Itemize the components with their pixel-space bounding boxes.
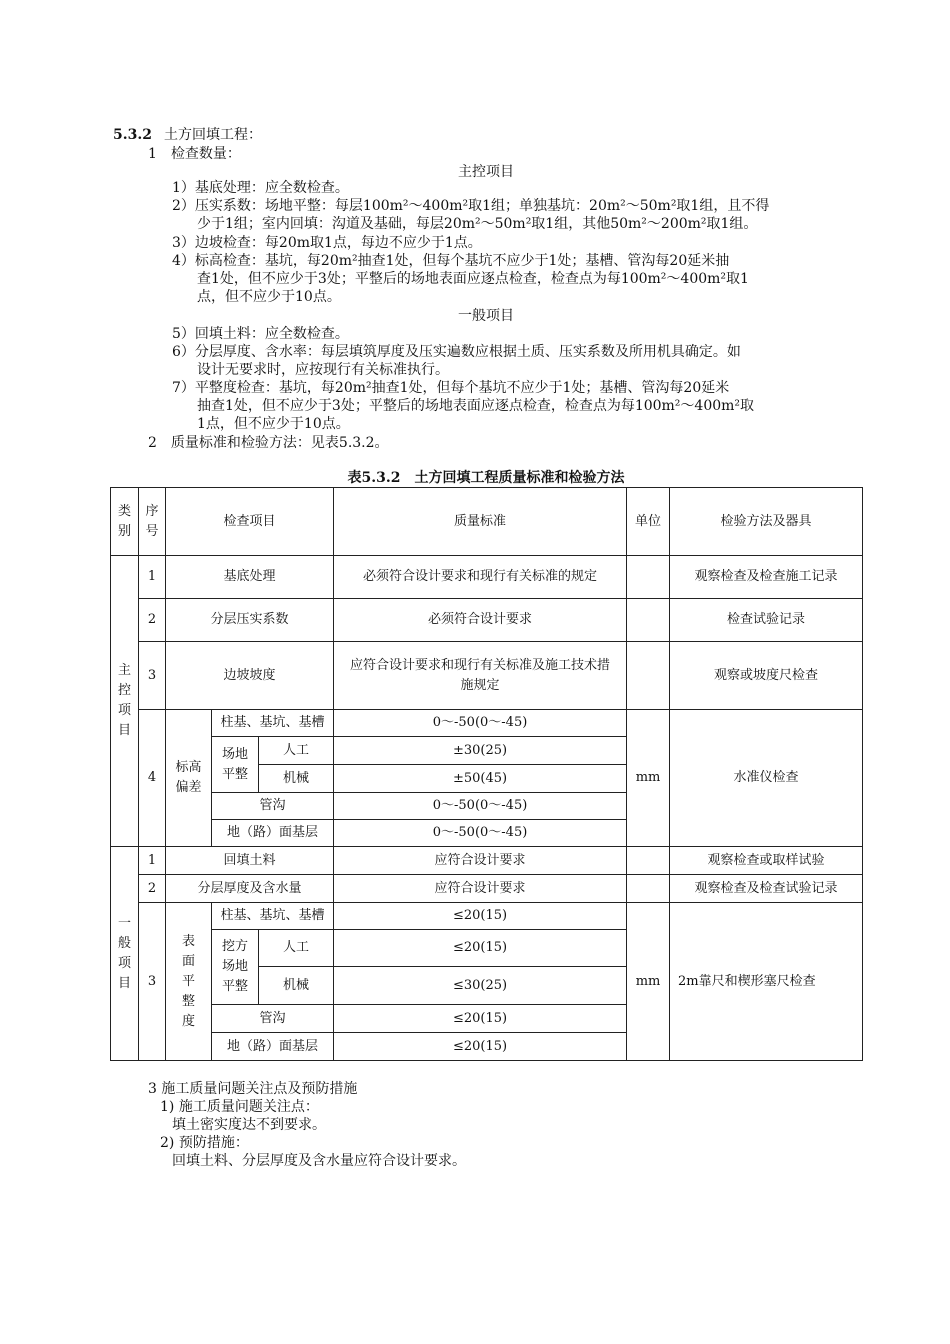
main-item-1: 1）基底处理：应全数检查。 — [172, 180, 349, 196]
general-item-7-line-1: 7）平整度检查：基坑，每20m²抽查1处，但每个基坑不应少于1处；基槽、管沟每20延米 — [172, 380, 730, 396]
row-standard: 应符合设计要求 — [334, 847, 627, 875]
table-header-row — [111, 488, 863, 556]
general-item-6-line-2: 设计无要求时，应按现行有关标准执行。 — [197, 362, 449, 378]
general-item-6-line-1: 6）分层厚度、含水率：每层填筑厚度及压实遍数应根据土质、压实系数及所用机具确定。如 — [172, 344, 741, 360]
flat-machine-val: ≤30(25) — [334, 967, 627, 1005]
flat-ditch-val: ≤20(15) — [334, 1005, 627, 1033]
flat-unit: mm — [627, 903, 670, 1061]
row-standard: 应符合设计要求 — [334, 875, 627, 903]
row-method: 观察或坡度尺检查 — [670, 642, 863, 710]
elev-method: 水准仪检查 — [670, 710, 863, 847]
concern-title: 1) 施工质量问题关注点： — [160, 1099, 319, 1115]
prevention-text: 回填土料、分层厚度及含水量应符合设计要求。 — [172, 1153, 466, 1169]
elev-manual-label: 人工 — [259, 737, 334, 765]
row-item: 分层厚度及含水量 — [166, 875, 334, 903]
item-2: 2 质量标准和检验方法：见表5.3.2。 — [148, 435, 389, 451]
header-item: 检查项目 — [166, 488, 334, 556]
row-standard: 应符合设计要求和现行有关标准及施工技术措施规定 — [334, 642, 627, 710]
header-seq: 序号 — [139, 488, 166, 556]
general-item-5: 5）回填土料：应全数检查。 — [172, 326, 349, 342]
row-item: 回填土料 — [166, 847, 334, 875]
main-item-4-line-2: 查1处，但不应少于3处；平整后的场地表面应逐点检查，检查点为每100m²～400m²取1 — [197, 271, 749, 287]
main-item-2-line-1: 2）压实系数：场地平整：每层100m²～400m²取1组；单独基坑：20m²～50m²取1组，且不得 — [172, 198, 770, 214]
flat-road-val: ≤20(15) — [334, 1033, 627, 1061]
general-item-7-line-2: 抽查1处，但不应少于3处；平整后的场地表面应逐点检查，检查点为每100m²～400m²取 — [197, 398, 755, 414]
elev-seq: 4 — [139, 710, 166, 847]
row-method: 观察检查及检查试验记录 — [670, 875, 863, 903]
row-method: 观察检查及检查施工记录 — [670, 556, 863, 599]
row-seq: 2 — [139, 599, 166, 642]
row-standard: 必须符合设计要求和现行有关标准的规定 — [334, 556, 627, 599]
section-heading — [113, 126, 262, 144]
quality-standard-table — [110, 487, 863, 1061]
flat-manual-label: 人工 — [259, 930, 334, 967]
flat-machine-label: 机械 — [259, 967, 334, 1005]
elev-ditch-label: 管沟 — [212, 793, 334, 820]
row-unit — [627, 599, 670, 642]
section-number: 5.3.2 — [113, 127, 152, 143]
concern-text: 填土密实度达不到要求。 — [172, 1117, 326, 1133]
item-1: 1 检查数量： — [148, 146, 241, 162]
table-title: 表5.3.2 土方回填工程质量标准和检验方法 — [347, 470, 625, 486]
elev-label: 标高偏差 — [166, 710, 212, 847]
general-item-7-line-3: 1点，但不应少于10点。 — [197, 416, 350, 432]
flat-manual-val: ≤20(15) — [334, 930, 627, 967]
main-item-4-line-3: 点，但不应少于10点。 — [197, 289, 341, 305]
header-standard: 质量标准 — [334, 488, 627, 556]
flat-method: 2m靠尺和楔形塞尺检查 — [670, 903, 863, 1061]
prevention-title: 2) 预防措施： — [160, 1135, 249, 1151]
header-unit: 单位 — [627, 488, 670, 556]
row-method: 观察检查或取样试验 — [670, 847, 863, 875]
item-3: 3 施工质量问题关注点及预防措施 — [148, 1081, 358, 1097]
row-seq: 3 — [139, 642, 166, 710]
general-heading: 一般项目 — [458, 308, 514, 324]
elev-item-foundation: 柱基、基坑、基槽 — [212, 710, 334, 737]
header-method: 检验方法及器具 — [670, 488, 863, 556]
row-seq: 2 — [139, 875, 166, 903]
elev-road-val: 0～-50(0～-45) — [334, 820, 627, 847]
table-row — [111, 642, 863, 710]
elev-val-foundation: 0～-50(0～-45) — [334, 710, 627, 737]
elev-machine-label: 机械 — [259, 765, 334, 793]
row-method: 检查试验记录 — [670, 599, 863, 642]
table-row — [111, 903, 863, 930]
row-standard: 必须符合设计要求 — [334, 599, 627, 642]
flat-label: 表面平整度 — [166, 903, 212, 1061]
elev-manual-val: ±30(25) — [334, 737, 627, 765]
elev-site-label: 场地平整 — [212, 737, 259, 793]
flat-item-foundation: 柱基、基坑、基槽 — [212, 903, 334, 930]
row-unit — [627, 642, 670, 710]
flat-site-label: 挖方场地平整 — [212, 930, 259, 1005]
table-row — [111, 847, 863, 875]
elev-ditch-val: 0～-50(0～-45) — [334, 793, 627, 820]
flat-seq: 3 — [139, 903, 166, 1061]
row-unit — [627, 847, 670, 875]
header-category: 类别 — [111, 488, 139, 556]
section-title: 土方回填工程： — [163, 127, 262, 143]
row-item: 边坡坡度 — [166, 642, 334, 710]
main-heading: 主控项目 — [458, 164, 514, 180]
flat-road-label: 地（路）面基层 — [212, 1033, 334, 1061]
flat-val-foundation: ≤20(15) — [334, 903, 627, 930]
table-row — [111, 710, 863, 737]
main-item-3: 3）边坡检查：每20m取1点，每边不应少于1点。 — [172, 235, 482, 251]
category-main: 主控项目 — [111, 556, 139, 847]
table-row — [111, 599, 863, 642]
main-item-4-line-1: 4）标高检查：基坑，每20m²抽查1处，但每个基坑不应少于1处；基槽、管沟每20延米抽 — [172, 253, 730, 269]
elev-unit: mm — [627, 710, 670, 847]
main-item-2-line-2: 少于1组；室内回填：沟道及基础，每层20m²～50m²取1组，其他50m²～200m²取1组。 — [197, 216, 758, 232]
elev-road-label: 地（路）面基层 — [212, 820, 334, 847]
row-seq: 1 — [139, 556, 166, 599]
row-unit — [627, 875, 670, 903]
table-row — [111, 556, 863, 599]
row-seq: 1 — [139, 847, 166, 875]
flat-ditch-label: 管沟 — [212, 1005, 334, 1033]
table-row — [111, 875, 863, 903]
row-item: 基底处理 — [166, 556, 334, 599]
elev-machine-val: ±50(45) — [334, 765, 627, 793]
row-unit — [627, 556, 670, 599]
category-general: 一般项目 — [111, 847, 139, 1061]
row-item: 分层压实系数 — [166, 599, 334, 642]
